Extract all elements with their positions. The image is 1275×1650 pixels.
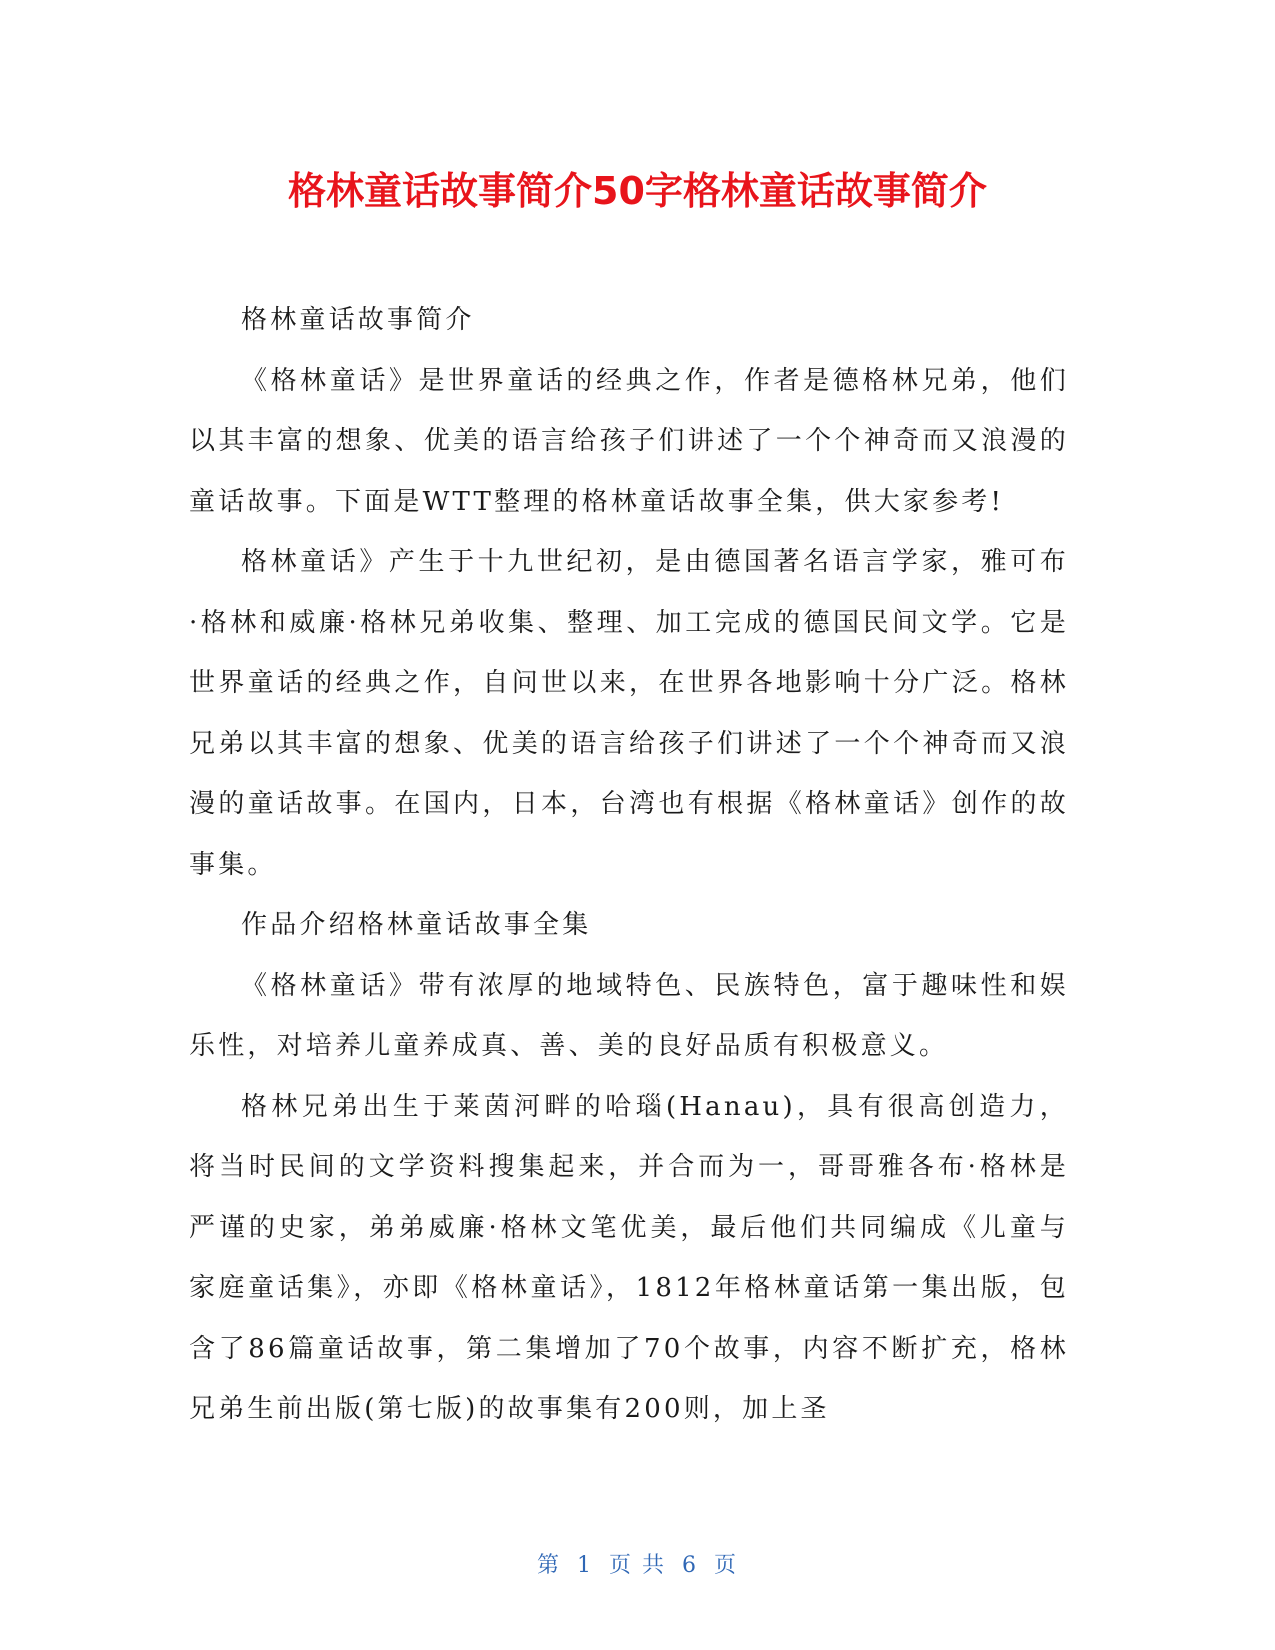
footer-middle: 页 共 bbox=[609, 1553, 666, 1578]
paragraph: 《格林童话》是世界童话的经典之作，作者是德格林兄弟，他们以其丰富的想象、优美的语言给孩子们讲述了一个个神奇而又浪漫的童话故事。下面是WTT整理的格林童话故事全集，供大家参考! bbox=[189, 365, 1069, 517]
footer-page-number: 1 bbox=[577, 1553, 593, 1578]
paragraph-heading-works: 作品介绍格林童话故事全集 bbox=[241, 910, 592, 940]
footer-total-pages: 6 bbox=[682, 1553, 698, 1578]
footer-suffix: 页 bbox=[714, 1553, 739, 1578]
paragraph: 格林童话》产生于十九世纪初，是由德国著名语言学家，雅可布·格林和威廉·格林兄弟收集、整理、加工完成的德国民间文学。它是世界童话的经典之作，自问世以来，在世界各地影响十分广泛。格林兄弟以其丰富的想象、优美的语言给孩子们讲述了一个个神奇而又浪漫的童话故事。在国内，日本，台湾也有根据《格林童话》创作的故事集。 bbox=[189, 547, 1069, 880]
paragraph: 格林兄弟出生于莱茵河畔的哈瑙(Hanau)，具有很高创造力，将当时民间的文学资料搜集起来，并合而为一，哥哥雅各布·格林是严谨的史家，弟弟威廉·格林文笔优美，最后他们共同编成《儿童与家庭童话集》，亦即《格林童话》，1812年格林童话第一集出版，包含了86篇童话故事，第二集增加了70个故事，内容不断扩充，格林兄弟生前出版(第七版)的故事集有200则，加上圣 bbox=[189, 1091, 1069, 1424]
document-title: 格林童话故事简介50字格林童话故事简介 bbox=[288, 169, 987, 213]
paragraph-heading-intro: 格林童话故事简介 bbox=[241, 305, 475, 335]
footer-prefix: 第 bbox=[536, 1553, 561, 1578]
document-body bbox=[189, 290, 1069, 1440]
paragraph: 《格林童话》带有浓厚的地域特色、民族特色，富于趣味性和娱乐性，对培养儿童养成真、善、美的良好品质有积极意义。 bbox=[189, 970, 1069, 1061]
page-footer bbox=[0, 1548, 1275, 1579]
